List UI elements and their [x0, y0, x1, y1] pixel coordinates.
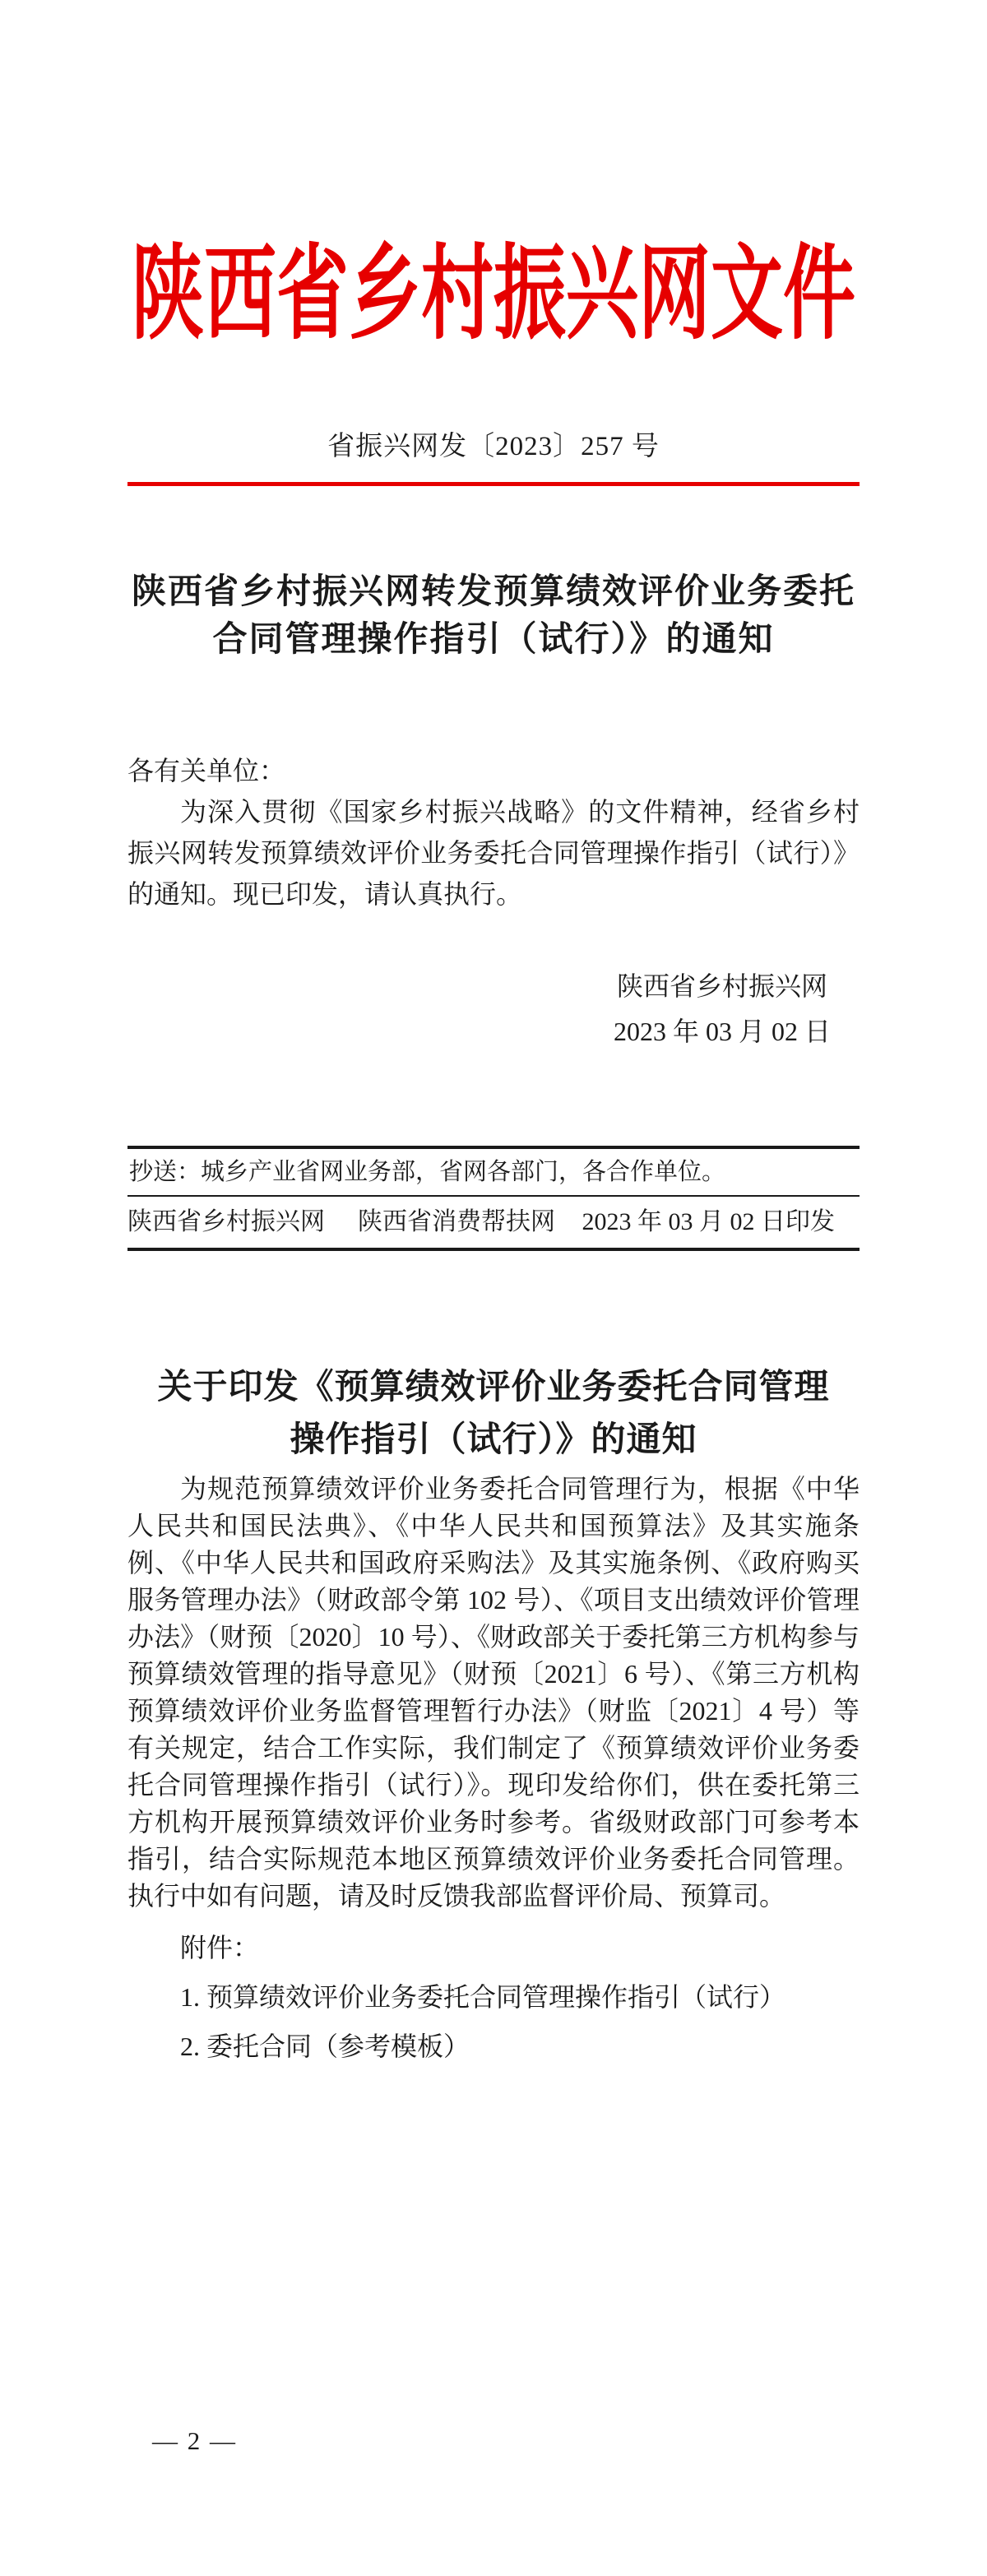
red-divider	[127, 482, 860, 486]
attachment-item-1: 1. 预算绩效评价业务委托合同管理操作指引（试行）	[180, 1982, 786, 2012]
print-date: 2023 年 03 月 02 日印发	[582, 1208, 835, 1235]
document-number: 省振兴网发〔2023〕257 号	[327, 432, 660, 461]
signature-date: 2023 年 03 月 02 日	[613, 1017, 831, 1046]
notice-title-line-1: 陕西省乡村振兴网转发预算绩效评价业务委托	[131, 573, 855, 611]
cc-line: 抄送：城乡产业省网业务部，省网各部门，各合作单位。	[127, 1149, 860, 1197]
reprint-title-line-1: 关于印发《预算绩效评价业务委托合同管理	[157, 1369, 830, 1406]
attachment-item-2: 2. 委托合同（参考模板）	[180, 2032, 470, 2061]
issuer-row	[127, 1197, 860, 1251]
salutation: 各有关单位：	[127, 756, 286, 785]
notice-title	[0, 568, 987, 664]
signature-org: 陕西省乡村振兴网	[616, 971, 827, 1001]
notice-title-line-2: 合同管理操作指引（试行）》的通知	[212, 621, 775, 659]
issuer-org-2: 陕西省消费帮扶网	[358, 1208, 555, 1235]
reprint-title-line-2: 操作指引（试行）》的通知	[290, 1421, 697, 1459]
red-header-title: 陕西省乡村振兴网文件	[131, 239, 855, 353]
signature-block	[614, 964, 831, 1054]
reprint-body-paragraph: 为规范预算绩效评价业务委托合同管理行为，根据《中华人民共和国民法典》、《中华人民共和国预算法》及其实施条例、《中华人民共和国政府采购法》及其实施条例、《政府购买服务管理办法》（财政部令第 102 号）、《项目支出绩效评价管理办法》（财预〔2020〕10 号）、《财政部关于委托第三方机构参与预算绩效管理的指导意见》（财预〔2021〕6 号）、《第三方机构预算绩效评价业务监督管理暂行办法》（财监〔2021〕4 号）等有关规定，结合工作实际，我们制定了《预算绩效评价业务委托合同管理操作指引（试行）》。现印发给你们，供在委托第三方机构开展预算绩效评价业务时参考。省级财政部门可参考本指引，结合实际规范本地区预算绩效评价业务委托合同管理。执行中如有问题，请及时反馈我部监督评价局、预算司。	[127, 1474, 860, 1911]
reprint-title	[0, 1361, 987, 1466]
attachments-label: 附件：	[180, 1933, 260, 1962]
page-number: — 2 —	[152, 2426, 237, 2455]
footer-info-box	[127, 1146, 860, 1251]
issuer-org-1: 陕西省乡村振兴网	[127, 1208, 325, 1235]
notice-body-paragraph: 为深入贯彻《国家乡村振兴战略》的文件精神，经省乡村振兴网转发预算绩效评价业务委托合同管理操作指引（试行）》的通知。现已印发，请认真执行。	[127, 797, 860, 909]
